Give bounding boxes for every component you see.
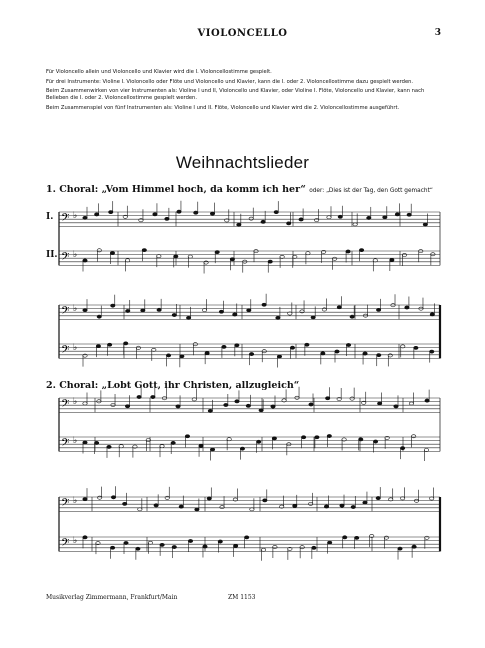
note-head bbox=[300, 546, 304, 549]
note-head bbox=[363, 501, 367, 504]
note-head bbox=[110, 251, 114, 254]
note-head bbox=[308, 502, 312, 505]
note-head bbox=[263, 499, 267, 502]
note-head bbox=[246, 404, 250, 407]
instruction-paragraph: Für Violoncello allein und Violoncello und Klavier wird die I. Violoncellostimme gespielt. bbox=[46, 69, 272, 75]
note-head bbox=[353, 223, 357, 226]
note-head bbox=[111, 496, 115, 499]
note-head bbox=[208, 409, 212, 412]
note-head bbox=[172, 313, 176, 316]
note-head bbox=[83, 309, 87, 312]
note-head bbox=[240, 447, 244, 450]
note-head bbox=[83, 536, 87, 539]
instruction-paragraph: Für drei Instrumente: Violine I. Violoncello oder Flöte und Violoncello und Klavier, kann die I. oder 2. Violoncellostimme dazu gespielt werden. bbox=[46, 78, 414, 85]
note-head bbox=[376, 308, 380, 311]
note-head bbox=[165, 217, 169, 220]
note-head bbox=[276, 316, 280, 319]
flat-sign-icon: ♭ bbox=[73, 436, 78, 446]
page-number: 3 bbox=[434, 28, 441, 38]
note-head bbox=[367, 216, 371, 219]
note-head bbox=[160, 445, 164, 448]
note-head bbox=[235, 400, 239, 403]
note-head bbox=[274, 211, 278, 214]
bass-clef-icon: 𝄢 bbox=[61, 537, 70, 552]
note-head bbox=[327, 434, 331, 437]
note-head bbox=[210, 448, 214, 451]
note-head bbox=[250, 508, 254, 511]
note-head bbox=[354, 536, 358, 539]
note-head bbox=[195, 508, 199, 511]
bass-clef-icon: 𝄢 bbox=[61, 497, 70, 512]
note-head bbox=[340, 504, 344, 507]
note-head bbox=[107, 445, 111, 448]
note-head bbox=[96, 345, 100, 348]
note-head bbox=[424, 448, 428, 451]
note-head bbox=[233, 313, 237, 316]
flat-sign-icon: ♭ bbox=[73, 211, 78, 221]
flat-sign-icon: ♭ bbox=[73, 343, 78, 353]
note-head bbox=[315, 436, 319, 439]
note-head bbox=[186, 316, 190, 319]
note-head bbox=[395, 213, 399, 216]
note-head bbox=[286, 222, 290, 225]
note-head bbox=[430, 350, 434, 353]
note-head bbox=[107, 343, 111, 346]
note-head bbox=[220, 506, 224, 509]
note-head bbox=[373, 440, 377, 443]
note-head bbox=[261, 220, 265, 223]
note-head bbox=[171, 441, 175, 444]
note-head bbox=[148, 541, 152, 544]
note-head bbox=[429, 497, 433, 500]
note-head bbox=[126, 309, 130, 312]
note-head bbox=[273, 545, 277, 548]
note-head bbox=[165, 496, 169, 499]
note-head bbox=[377, 353, 381, 356]
note-head bbox=[290, 346, 294, 349]
note-head bbox=[301, 436, 305, 439]
note-head bbox=[350, 397, 354, 400]
note-head bbox=[138, 508, 142, 511]
note-head bbox=[224, 403, 228, 406]
note-head bbox=[83, 441, 87, 444]
note-head bbox=[261, 548, 265, 551]
note-head bbox=[153, 213, 157, 216]
flat-sign-icon: ♭ bbox=[73, 536, 78, 546]
note-head bbox=[97, 496, 101, 499]
bass-clef-icon: 𝄢 bbox=[61, 305, 70, 320]
note-head bbox=[94, 213, 98, 216]
bass-clef-icon: 𝄢 bbox=[61, 437, 70, 452]
note-head bbox=[402, 253, 406, 256]
note-head bbox=[325, 397, 329, 400]
note-head bbox=[277, 355, 281, 358]
note-head bbox=[119, 445, 123, 448]
chorale-2-title: 2. Choral: „Lobt Gott, ihr Christen, allzugleich“ bbox=[46, 380, 300, 391]
note-head bbox=[351, 505, 355, 508]
bass-clef-icon: 𝄢 bbox=[61, 398, 70, 413]
note-head bbox=[346, 250, 350, 253]
note-head bbox=[222, 345, 226, 348]
note-head bbox=[300, 310, 304, 313]
note-head bbox=[110, 546, 114, 549]
note-head bbox=[305, 343, 309, 346]
note-head bbox=[97, 249, 101, 252]
note-head bbox=[271, 405, 275, 408]
note-head bbox=[423, 223, 427, 226]
note-head bbox=[312, 546, 316, 549]
note-head bbox=[327, 216, 331, 219]
note-head bbox=[235, 344, 239, 347]
instruction-paragraph: Beim Zusammenspiel von fünf Instrumenten als: Violine I und II. Flöte, Violoncello und Klavier wird die 2. Violoncellostimme ausgeführt. bbox=[46, 105, 400, 112]
note-head bbox=[83, 216, 87, 219]
note-head bbox=[411, 435, 415, 438]
note-head bbox=[205, 352, 209, 355]
note-head bbox=[373, 259, 377, 262]
note-head bbox=[343, 536, 347, 539]
note-head bbox=[332, 257, 336, 260]
staff-label-second: II. bbox=[46, 250, 58, 260]
note-head bbox=[194, 211, 198, 214]
note-head bbox=[293, 504, 297, 507]
note-head bbox=[125, 405, 129, 408]
chorale-1-alt-title: oder: „Dies ist der Tag, den Gott gemacht“ bbox=[309, 188, 433, 194]
note-head bbox=[97, 315, 101, 318]
note-head bbox=[199, 444, 203, 447]
note-head bbox=[262, 303, 266, 306]
note-head bbox=[359, 249, 363, 252]
note-head bbox=[388, 354, 392, 357]
note-head bbox=[136, 547, 140, 550]
note-head bbox=[272, 437, 276, 440]
note-head bbox=[141, 309, 145, 312]
note-head bbox=[398, 547, 402, 550]
note-head bbox=[151, 395, 155, 398]
note-head bbox=[83, 402, 87, 405]
note-head bbox=[309, 403, 313, 406]
note-head bbox=[210, 212, 214, 215]
note-head bbox=[425, 536, 429, 539]
note-head bbox=[83, 354, 87, 357]
note-head bbox=[359, 438, 363, 441]
note-head bbox=[172, 545, 176, 548]
note-head bbox=[430, 313, 434, 316]
note-head bbox=[122, 502, 126, 505]
note-head bbox=[376, 496, 380, 499]
main-title: Weihnachtslieder bbox=[175, 153, 310, 172]
note-head bbox=[166, 354, 170, 357]
bass-clef-icon: 𝄢 bbox=[61, 212, 70, 227]
note-head bbox=[233, 544, 237, 547]
note-head bbox=[346, 343, 350, 346]
note-head bbox=[350, 315, 354, 318]
note-head bbox=[188, 255, 192, 258]
note-head bbox=[311, 316, 315, 319]
note-head bbox=[83, 259, 87, 262]
chorale-1-title: 1. Choral: „Vom Himmel hoch, da komm ich her“ bbox=[46, 184, 306, 195]
note-head bbox=[125, 259, 129, 262]
note-head bbox=[244, 536, 248, 539]
note-head bbox=[177, 210, 181, 213]
note-head bbox=[405, 306, 409, 309]
flat-sign-icon: ♭ bbox=[73, 496, 78, 506]
note-head bbox=[202, 309, 206, 312]
note-head bbox=[142, 248, 146, 251]
note-head bbox=[160, 543, 164, 546]
note-head bbox=[407, 213, 411, 216]
note-head bbox=[383, 216, 387, 219]
flat-sign-icon: ♭ bbox=[73, 250, 78, 260]
note-head bbox=[394, 405, 398, 408]
note-head bbox=[299, 218, 303, 221]
flat-sign-icon: ♭ bbox=[73, 304, 78, 314]
note-head bbox=[256, 440, 260, 443]
note-head bbox=[335, 350, 339, 353]
note-head bbox=[227, 438, 231, 441]
note-head bbox=[97, 400, 101, 403]
note-head bbox=[327, 541, 331, 544]
note-head bbox=[207, 497, 211, 500]
note-head bbox=[249, 217, 253, 220]
note-head bbox=[259, 409, 263, 412]
note-head bbox=[215, 251, 219, 254]
note-head bbox=[109, 210, 113, 213]
staff-label-first: I. bbox=[46, 212, 54, 222]
note-head bbox=[83, 498, 87, 501]
note-head bbox=[249, 352, 253, 355]
bass-clef-icon: 𝄢 bbox=[61, 251, 70, 266]
running-title: VIOLONCELLO bbox=[197, 28, 288, 39]
publisher-footer: Musikverlag Zimmermann, Frankfurt/Main bbox=[46, 594, 178, 601]
note-head bbox=[390, 258, 394, 261]
instruction-paragraph: Beim Zusammenwirken von vier Instrumenten als: Violine I und II, Violoncello und Klavier, oder Violine I. Flöte, Violoncello und Klavier, kann nach Belieben die I. oder 2. Violoncellostimme gespielt werden. bbox=[46, 88, 425, 102]
note-head bbox=[414, 346, 418, 349]
note-head bbox=[137, 395, 141, 398]
note-head bbox=[157, 255, 161, 258]
note-head bbox=[268, 260, 272, 263]
note-head bbox=[179, 505, 183, 508]
note-head bbox=[111, 304, 115, 307]
note-head bbox=[431, 253, 435, 256]
note-head bbox=[219, 310, 223, 313]
note-head bbox=[185, 435, 189, 438]
note-head bbox=[180, 355, 184, 358]
note-head bbox=[204, 261, 208, 264]
note-head bbox=[157, 308, 161, 311]
plate-number: ZM 1153 bbox=[228, 594, 256, 601]
note-head bbox=[321, 352, 325, 355]
note-head bbox=[176, 405, 180, 408]
note-head bbox=[338, 215, 342, 218]
note-head bbox=[188, 539, 192, 542]
note-head bbox=[237, 223, 241, 226]
note-head bbox=[377, 402, 381, 405]
note-head bbox=[412, 545, 416, 548]
note-head bbox=[400, 447, 404, 450]
note-head bbox=[247, 309, 251, 312]
note-head bbox=[324, 505, 328, 508]
flat-sign-icon: ♭ bbox=[73, 397, 78, 407]
note-head bbox=[337, 306, 341, 309]
note-head bbox=[363, 352, 367, 355]
note-head bbox=[154, 504, 158, 507]
note-head bbox=[384, 536, 388, 539]
note-head bbox=[124, 541, 128, 544]
note-head bbox=[425, 399, 429, 402]
note-head bbox=[218, 540, 222, 543]
note-head bbox=[409, 402, 413, 405]
bass-clef-icon: 𝄢 bbox=[61, 344, 70, 359]
